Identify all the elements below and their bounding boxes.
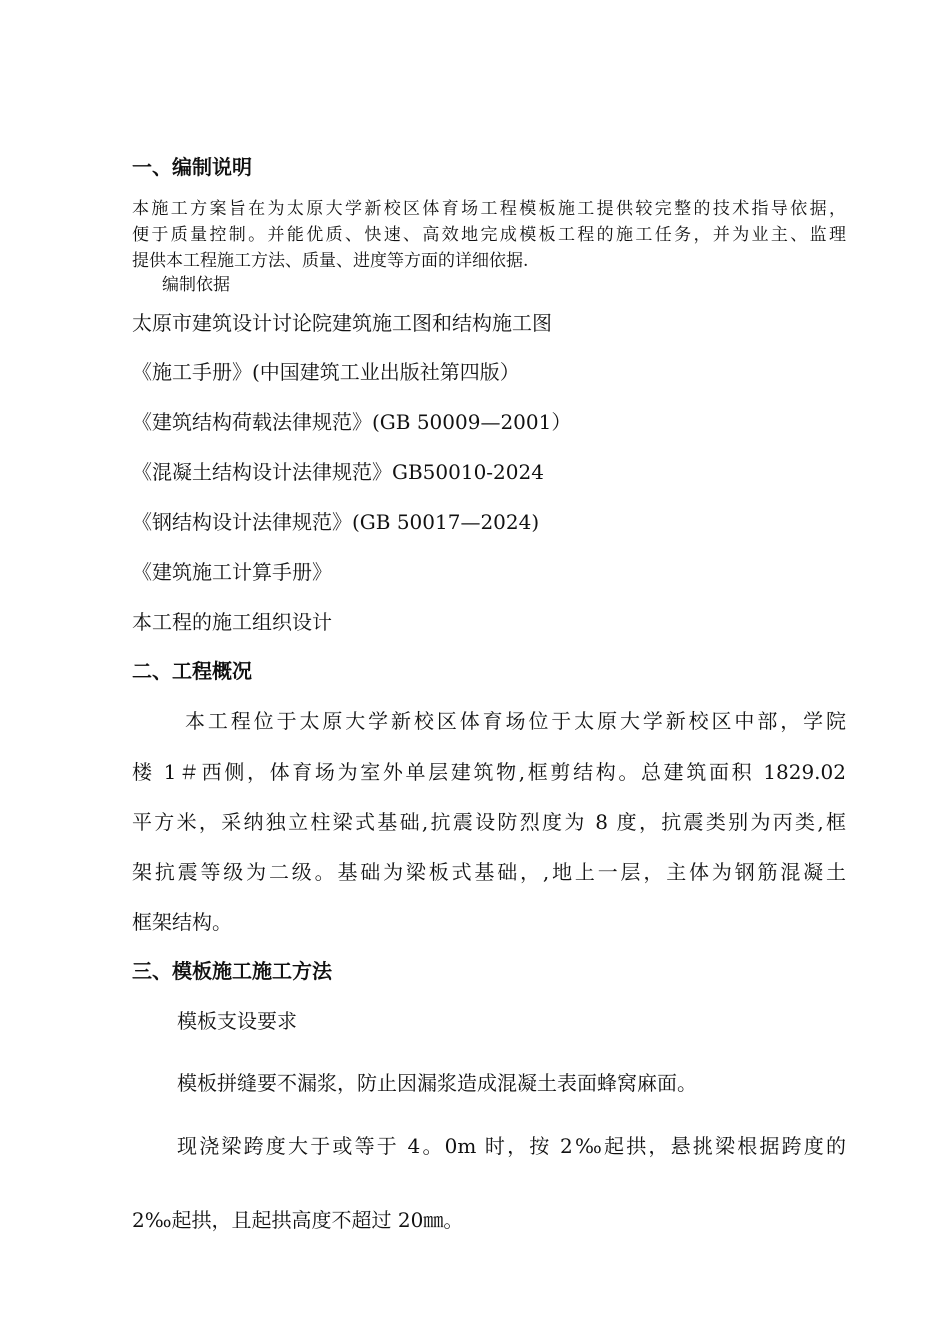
intro-line-2: 便于质量控制。并能优质、快速、高效地完成模板工程的施工任务，并为业主、监理 — [132, 225, 846, 245]
basis-item: 《施工手册》(中国建筑工业出版社第四版） — [132, 360, 520, 384]
requirement-item-1: 模板拼缝要不漏浆，防止因漏浆造成混凝土表面蜂窝麻面。 — [177, 1071, 697, 1095]
section-heading-method: 三、模板施工施工方法 — [132, 959, 332, 983]
overview-line-2: 楼 1＃西侧，体育场为室外单层建筑物,框剪结构。总建筑面积 1829.02 — [132, 760, 846, 784]
overview-line-4: 架抗震等级为二级。基础为梁板式基础，,地上一层，主体为钢筋混凝土 — [132, 860, 846, 884]
intro-line-3: 提供本工程施工方法、质量、进度等方面的详细依据. — [132, 251, 529, 271]
basis-item: 《混凝土结构设计法律规范》GB50010-2024 — [132, 460, 544, 484]
section-heading-compilation: 一、编制说明 — [132, 155, 252, 179]
section-heading-overview: 二、工程概况 — [132, 659, 252, 683]
overview-line-3: 平方米，采纳独立柱梁式基础,抗震设防烈度为 8 度，抗震类别为丙类,框 — [132, 810, 846, 834]
overview-line-1: 本工程位于太原大学新校区体育场位于太原大学新校区中部，学院 — [185, 709, 846, 733]
overview-line-5: 框架结构。 — [132, 910, 232, 934]
requirement-item-2-line-1: 现浇梁跨度大于或等于 4。0m 时，按 2‰起拱，悬挑梁根据跨度的 — [177, 1134, 846, 1158]
intro-line-1: 本施工方案旨在为太原大学新校区体育场工程模板施工提供较完整的技术指导依据， — [132, 199, 846, 219]
subheading-formwork-requirements: 模板支设要求 — [177, 1009, 297, 1033]
basis-item: 《建筑施工计算手册》 — [132, 560, 332, 584]
basis-label: 编制依据 — [162, 275, 230, 295]
basis-item: 太原市建筑设计讨论院建筑施工图和结构施工图 — [132, 311, 552, 335]
requirement-item-2-line-2: 2‰起拱，且起拱高度不超过 20㎜。 — [132, 1208, 464, 1232]
basis-item: 《建筑结构荷载法律规范》(GB 50009—2001） — [132, 410, 572, 434]
basis-item: 本工程的施工组织设计 — [132, 610, 332, 634]
basis-item: 《钢结构设计法律规范》(GB 50017—2024) — [132, 510, 540, 534]
